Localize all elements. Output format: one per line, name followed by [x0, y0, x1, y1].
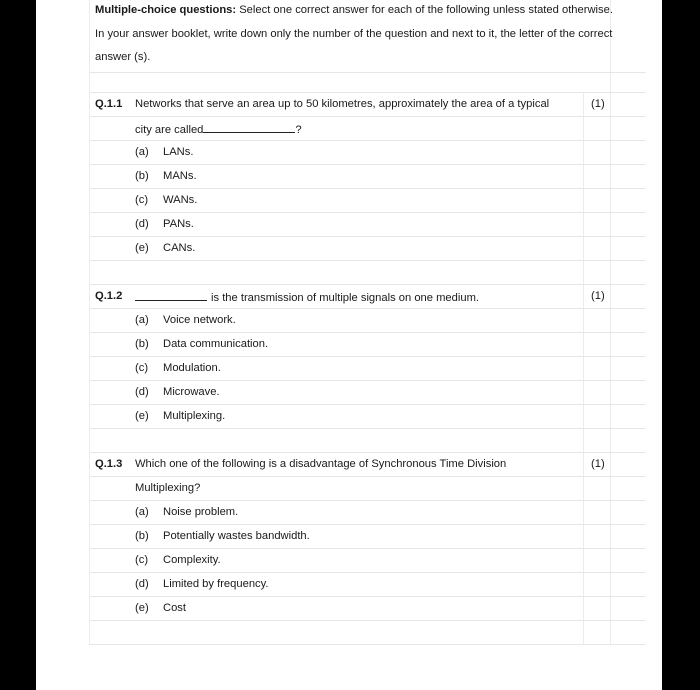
option-text: WANs.	[163, 194, 198, 206]
option-letter: (e)	[135, 410, 149, 422]
question-text-line2	[135, 121, 302, 137]
option-text: Modulation.	[163, 362, 221, 374]
grid-line	[89, 356, 646, 357]
option-letter: (d)	[135, 578, 149, 590]
instructions-heading: Multiple-choice questions:	[95, 4, 237, 16]
question-marks: (1)	[591, 290, 605, 302]
question-text-line1	[135, 289, 479, 305]
grid-line	[89, 332, 646, 333]
grid-line	[89, 620, 646, 621]
option-text: Complexity.	[163, 554, 221, 566]
option-letter: (c)	[135, 554, 149, 566]
grid-line	[89, 380, 646, 381]
grid-line	[89, 452, 646, 453]
option-letter: (b)	[135, 170, 149, 182]
left-dark-margin	[0, 0, 36, 690]
grid-line	[89, 164, 646, 165]
option-letter: (e)	[135, 602, 149, 614]
instructions	[95, 0, 615, 70]
option-letter: (a)	[135, 146, 149, 158]
question-marks: (1)	[591, 98, 605, 110]
grid-line	[89, 428, 646, 429]
grid-line	[89, 116, 646, 117]
question-text-line2: Multiplexing?	[135, 482, 201, 494]
grid-line	[89, 644, 646, 645]
question-text-suffix: ?	[295, 124, 302, 136]
grid-line	[89, 260, 646, 261]
question-text: is the transmission of multiple signals on one medium.	[211, 292, 480, 304]
grid-line	[89, 500, 646, 501]
option-letter: (e)	[135, 242, 149, 254]
question-text: Networks that serve an area up to 50 kilometres, approximately the area of a typical	[135, 98, 550, 110]
option-letter: (b)	[135, 338, 149, 350]
grid-line	[89, 476, 646, 477]
option-text: Voice network.	[163, 314, 236, 326]
grid-line	[89, 404, 646, 405]
grid-line	[89, 284, 646, 285]
option-text: Noise problem.	[163, 506, 239, 518]
instructions-text: Select one correct answer for each of the following unless stated otherwise. In your answer booklet, write down only the number of the question and next to it, the letter of the correct answer (s).	[95, 4, 613, 63]
grid-line	[89, 308, 646, 309]
grid-line	[89, 524, 646, 525]
option-text: MANs.	[163, 170, 197, 182]
grid-line	[89, 140, 646, 141]
question-text: Which one of the following is a disadvantage of Synchronous Time Division	[135, 458, 507, 470]
answer-blank	[203, 121, 295, 133]
exam-page	[36, 0, 662, 690]
option-letter: (c)	[135, 362, 149, 374]
option-text: Microwave.	[163, 386, 220, 398]
grid-line	[89, 92, 646, 93]
option-text: Data communication.	[163, 338, 269, 350]
answer-blank	[135, 289, 207, 301]
grid-line	[89, 212, 646, 213]
option-text: PANs.	[163, 218, 194, 230]
option-letter: (a)	[135, 314, 149, 326]
option-letter: (a)	[135, 506, 149, 518]
grid-line	[89, 548, 646, 549]
grid-line	[583, 92, 584, 645]
grid-line	[89, 188, 646, 189]
grid-line	[89, 72, 646, 73]
question-marks: (1)	[591, 458, 605, 470]
right-dark-margin	[662, 0, 700, 690]
option-text: Potentially wastes bandwidth.	[163, 530, 310, 542]
option-letter: (d)	[135, 386, 149, 398]
option-text: Multiplexing.	[163, 410, 226, 422]
option-letter: (d)	[135, 218, 149, 230]
grid-line	[89, 596, 646, 597]
option-text: LANs.	[163, 146, 194, 158]
question-number: Q.1.2	[95, 290, 123, 302]
grid-line	[89, 236, 646, 237]
grid-line	[89, 572, 646, 573]
option-letter: (b)	[135, 530, 149, 542]
option-text: Cost	[163, 602, 187, 614]
question-number: Q.1.3	[95, 458, 123, 470]
option-letter: (c)	[135, 194, 149, 206]
option-text: Limited by frequency.	[163, 578, 269, 590]
question-text-prefix: city are called	[135, 124, 204, 136]
option-text: CANs.	[163, 242, 196, 254]
question-number: Q.1.1	[95, 98, 123, 110]
